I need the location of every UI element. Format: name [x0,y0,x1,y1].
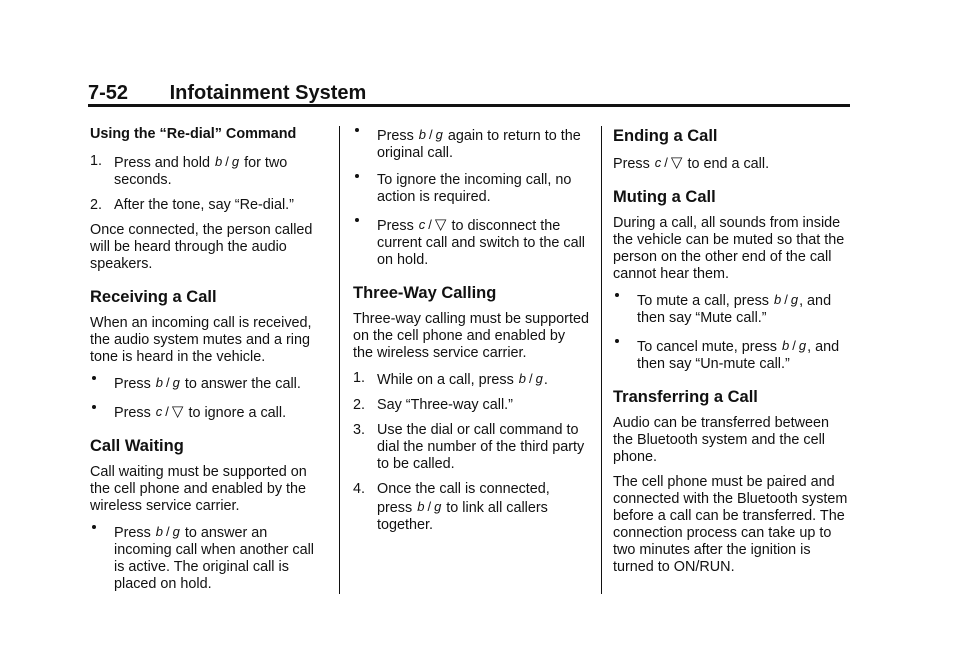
hang-up-icon: ▽ [171,403,184,420]
phone-icon: g [790,292,799,307]
talk-icon: b [215,154,223,169]
slash-separator: / [664,155,668,170]
mute-bullet: To mute a call, press b / g, and then say “Mute call.” [613,291,849,327]
column-divider [601,126,602,594]
slash-separator: / [165,404,169,419]
transfer-heading: Transferring a Call [613,388,758,406]
redial-note: Once connected, the person called will be heard through the audio speakers. [90,222,313,272]
slash-separator: / [792,338,796,353]
threeway-step-3: 3. Use the dial or call command to dial the number of the third party to be called. [353,422,585,472]
end-call-icon: c [654,155,662,170]
slash-separator: / [529,371,533,386]
phone-icon: g [172,375,180,390]
bullet-dot [615,293,619,297]
column-2 [353,126,589,542]
bullet-dot [355,218,359,222]
transfer-text-1: Audio can be transferred between the Bluetooth system and the cell phone. [613,415,830,465]
section-title: Infotainment System [169,82,367,104]
talk-icon: b [155,524,164,539]
talk-icon: b [781,338,790,353]
bullet-dot [355,174,359,178]
page-number: 7-52 [88,82,129,104]
threeway-intro: Three-way calling must be supported on the cell phone and enabled by the wireless service carrier. [353,311,589,361]
phone-icon: g [434,499,442,514]
waiting-bullet-disconnect: Press c / ▽ to disconnect the current call and switch to the call on hold. [353,216,589,269]
talk-icon: b [518,371,527,386]
bullet-dot [615,339,619,343]
threeway-step-4: 4. Once the call is connected, press b / g to link all callers together. [353,481,550,533]
column-3 [613,126,849,584]
phone-icon: g [231,154,240,169]
ending-heading: Ending a Call [613,127,718,145]
waiting-bullet-return: Press b / g again to return to the original call. [353,126,589,162]
slash-separator: / [428,217,432,232]
waiting-bullet-ignore: To ignore the incoming call, no action is required. [353,172,589,206]
phone-icon: g [798,338,807,353]
waiting-heading: Call Waiting [90,437,184,455]
redial-heading: Using the “Re-dial” Command [90,126,297,142]
threeway-step-1: 1. While on a call, press b / g. [353,370,548,388]
phone-icon: g [535,371,543,386]
receiving-heading: Receiving a Call [90,288,217,306]
bullet-dot [355,128,359,132]
bullet-dot [92,405,96,409]
redial-step-1: 1. Press and hold b / g for two seconds. [90,153,288,188]
phone-icon: g [435,127,443,142]
slash-separator: / [166,375,170,390]
muting-heading: Muting a Call [613,188,716,206]
unmute-bullet: To cancel mute, press b / g, and then say “Un-mute call.” [613,337,849,373]
slash-separator: / [225,154,229,169]
end-call-icon: c [155,404,163,419]
talk-icon: b [773,292,782,307]
hang-up-icon: ▽ [434,216,447,233]
slash-separator: / [784,292,788,307]
receiving-bullet-answer: Press b / g to answer the call. [90,374,326,393]
waiting-bullet-answer: Press b / g to answer an incoming call when another call is active. The original call is placed on hold. [90,523,326,593]
header-rule [88,104,850,107]
column-1 [90,126,326,603]
transfer-text-2: The cell phone must be paired and connected with the Bluetooth system before a call can be transferred. The connection process can take up to two minutes after the ignition is turned to ON/RUN. [613,474,848,575]
talk-icon: b [417,499,425,514]
page-header [88,80,850,106]
talk-icon: b [418,127,427,142]
hang-up-icon: ▽ [670,154,683,171]
muting-intro: During a call, all sounds from inside the vehicle can be muted so that the person on the other end of the call cannot hear them. [613,215,845,282]
phone-icon: g [172,524,180,539]
talk-icon: b [155,375,164,390]
bullet-dot [92,376,96,380]
slash-separator: / [429,127,433,142]
bullet-dot [92,525,96,529]
column-divider [339,126,340,594]
redial-step-2: 2. After the tone, say “Re-dial.” [90,197,294,213]
receiving-intro: When an incoming call is received, the audio system mutes and a ring tone is heard in the vehicle. [90,315,312,365]
waiting-intro: Call waiting must be supported on the cell phone and enabled by the wireless service carrier. [90,464,307,514]
threeway-heading: Three-Way Calling [353,284,497,302]
slash-separator: / [427,499,432,514]
ending-text: Press c / ▽ to end a call. [613,154,770,172]
receiving-bullet-ignore: Press c / ▽ to ignore a call. [90,403,326,422]
slash-separator: / [166,524,170,539]
end-call-icon: c [418,217,426,232]
threeway-step-2: 2. Say “Three-way call.” [353,397,513,413]
